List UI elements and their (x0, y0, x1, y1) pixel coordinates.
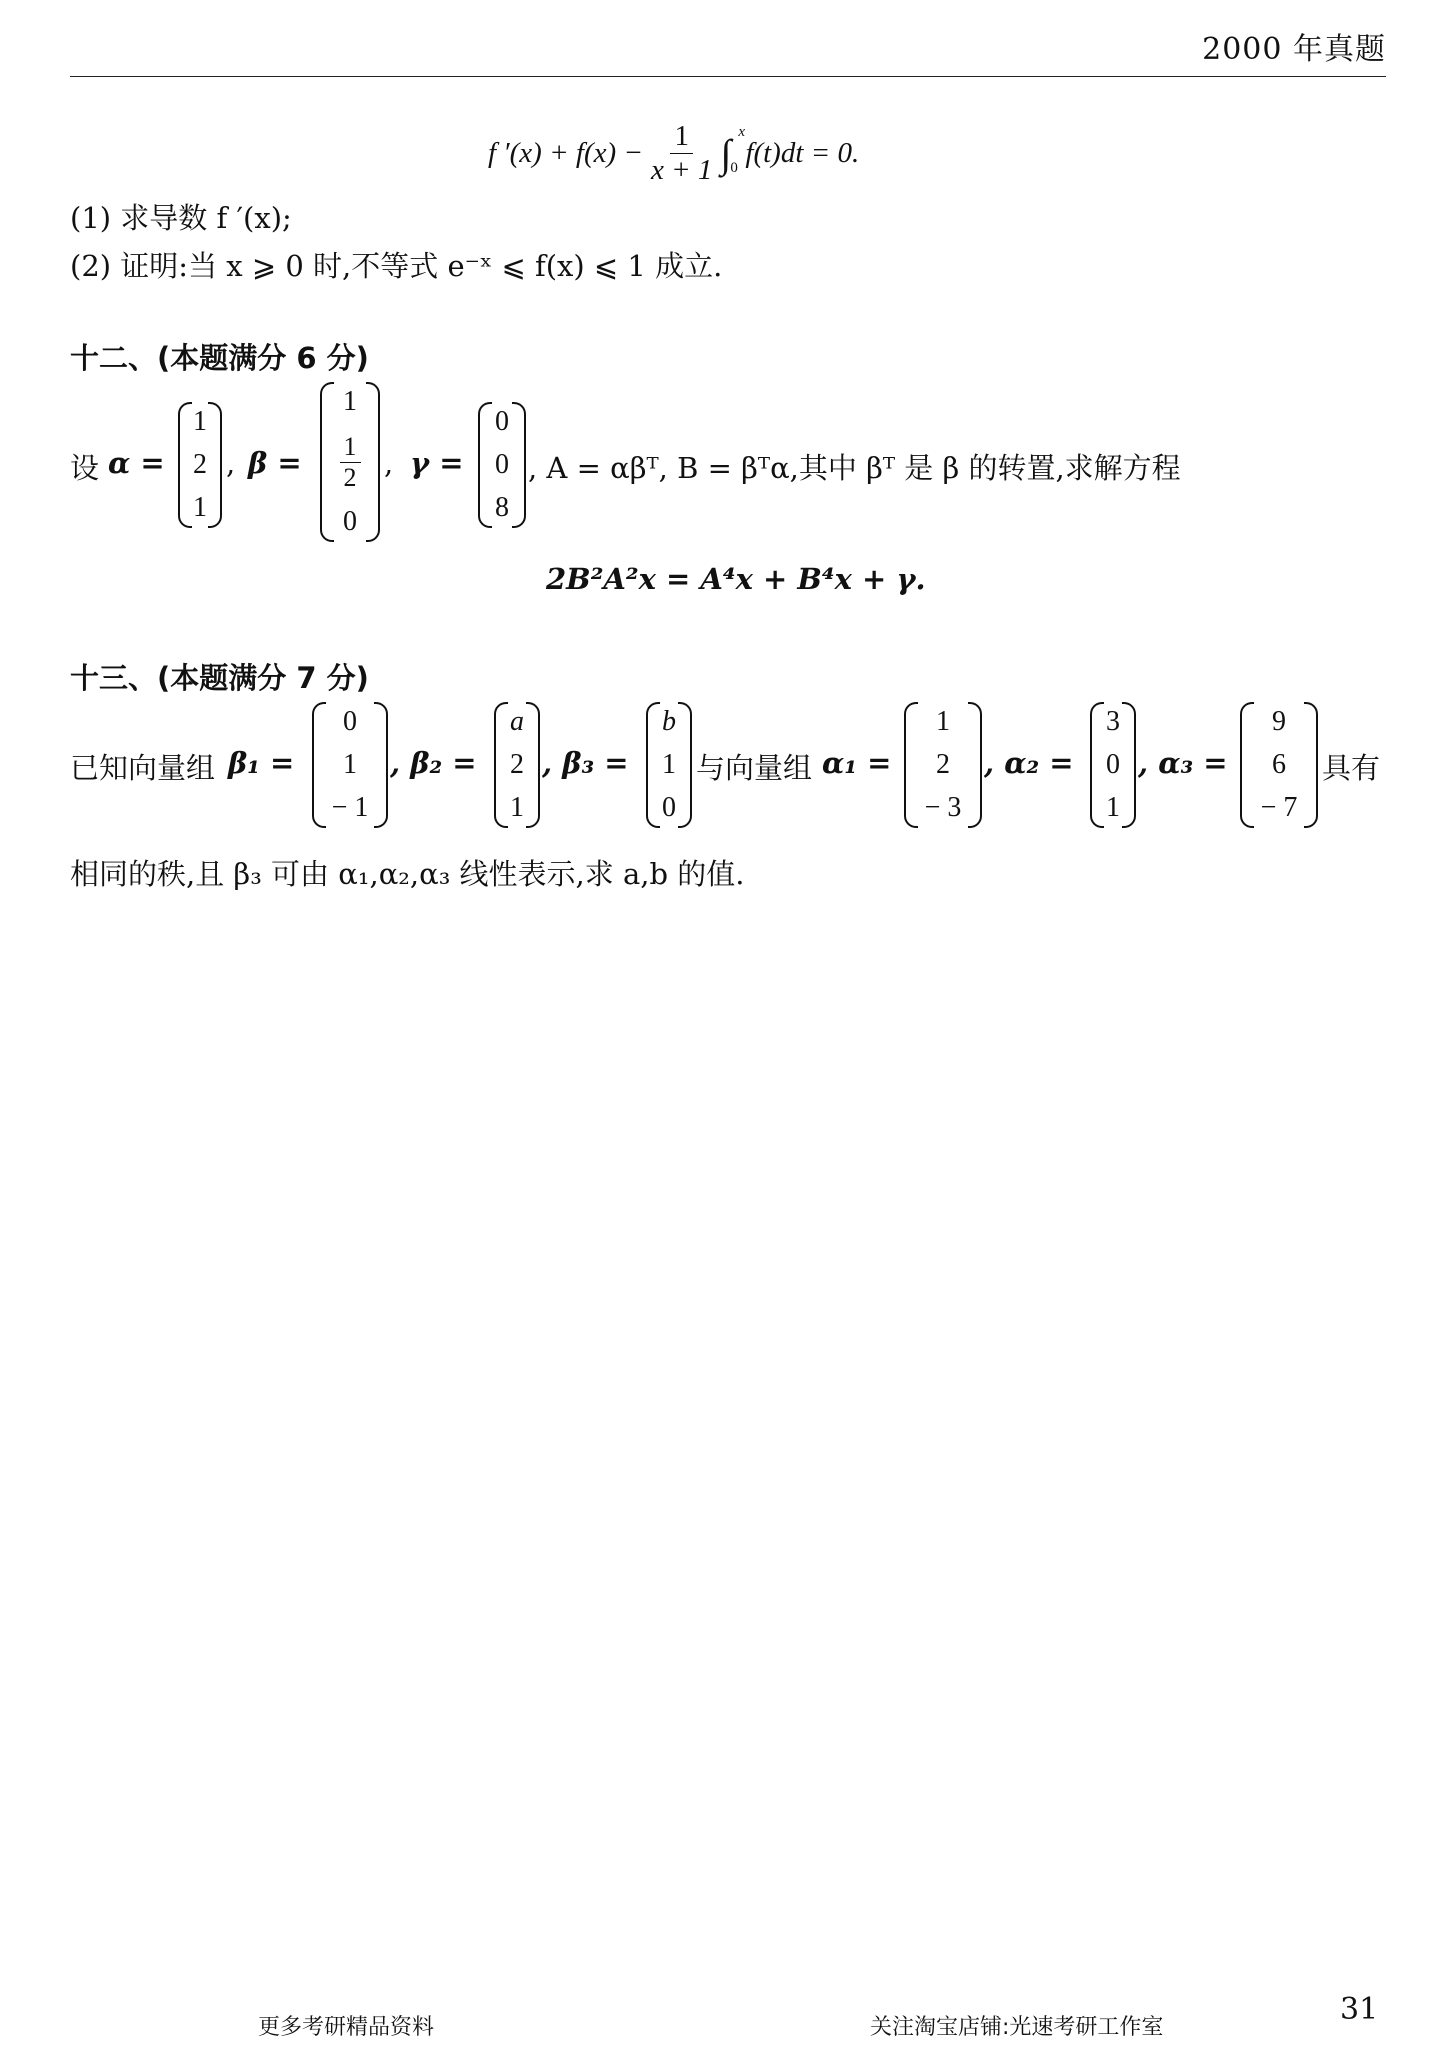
beta2-vector (494, 702, 540, 828)
q13-b2-label: , β₂ = (390, 746, 477, 780)
q13-b3-label: , β₃ = (542, 746, 629, 780)
q12-beta-label: β = (248, 446, 302, 480)
gamma-entry: 0 (495, 406, 509, 437)
q13-a1-label: α₁ = (822, 746, 892, 780)
alpha2-entry: 3 (1106, 706, 1120, 737)
alpha2-entry: 0 (1106, 749, 1120, 780)
beta1-entry: − 1 (331, 792, 369, 823)
q13-a2-label: , α₂ = (984, 746, 1074, 780)
footer-left-note: 更多考研精品资料 (258, 2015, 435, 2040)
q13-heading: 十三、(本题满分 7 分) (70, 661, 369, 695)
intro-equation (488, 120, 859, 188)
q11-part1: (1) 求导数 f ′(x); (70, 201, 292, 235)
beta-entry: 1 (343, 386, 357, 417)
q11-part2: (2) 证明:当 x ⩾ 0 时,不等式 e⁻ˣ ⩽ f(x) ⩽ 1 成立. (70, 249, 723, 283)
integral-lower-limit: 0 (730, 160, 738, 177)
alpha-vector (178, 402, 222, 528)
alpha3-entry: − 7 (1260, 792, 1298, 823)
beta2-entry: a (510, 706, 524, 737)
beta3-entry: 0 (662, 792, 676, 823)
alpha2-entry: 1 (1106, 792, 1120, 823)
equation-lhs: f ′(x) + f(x) − (488, 137, 643, 170)
alpha2-vector (1090, 702, 1136, 828)
beta2-entry: 2 (510, 749, 524, 780)
q12-alpha-label: α = (108, 446, 165, 480)
beta3-entry: 1 (662, 749, 676, 780)
q13-suffix: 具有 (1322, 751, 1381, 785)
beta3-entry: b (662, 706, 676, 737)
alpha-entry: 2 (193, 449, 207, 480)
beta-vector (320, 382, 380, 542)
alpha1-entry: 2 (936, 749, 950, 780)
q13-a3-label: , α₃ = (1138, 746, 1228, 780)
beta1-entry: 0 (343, 706, 357, 737)
beta-half-fraction: $\frac{1}{2}$ (340, 432, 361, 493)
integral-upper-limit: x (738, 124, 746, 141)
q12-gamma-label: γ = (410, 446, 464, 480)
equation-fraction (647, 120, 716, 188)
beta1-entry: 1 (343, 749, 357, 780)
gamma-entry: 8 (495, 492, 509, 523)
q12-prefix: 设 (70, 451, 100, 485)
page-number: 31 (1340, 1992, 1379, 2027)
beta3-vector (646, 702, 692, 828)
q12-equation: 2B²A²x = A⁴x + B⁴x + γ. (546, 562, 926, 596)
alpha3-vector (1240, 702, 1318, 828)
q13-line2: 相同的秩,且 β₃ 可由 α₁,α₂,α₃ 线性表示,求 a,b 的值. (70, 857, 745, 891)
q12-heading: 十二、(本题满分 6 分) (70, 341, 369, 375)
integral-sign: ∫ x 0 (720, 124, 746, 177)
q13-b1-label: β₁ = (228, 746, 295, 780)
beta2-entry: 1 (510, 792, 524, 823)
alpha1-entry: 1 (936, 706, 950, 737)
page-header-title: 2000 年真题 (1202, 32, 1386, 67)
comma: , (226, 446, 236, 480)
fraction-denominator: x + 1 (650, 154, 713, 187)
q13-prefix: 已知向量组 (70, 751, 216, 785)
alpha-entry: 1 (193, 406, 207, 437)
gamma-vector (478, 402, 526, 528)
q13-mid-text: 与向量组 (696, 751, 813, 785)
equation-rhs: f(t)dt = 0. (745, 137, 860, 170)
header-divider (70, 76, 1386, 77)
q12-text-after: , A = αβᵀ, B = βᵀα,其中 βᵀ 是 β 的转置,求解方程 (528, 451, 1181, 485)
alpha1-vector (904, 702, 982, 828)
beta1-vector (312, 702, 388, 828)
comma: , (384, 446, 394, 480)
footer-right-note: 关注淘宝店铺:光速考研工作室 (870, 2015, 1164, 2040)
gamma-entry: 0 (495, 449, 509, 480)
beta-entry: 0 (343, 506, 357, 537)
alpha3-entry: 6 (1272, 749, 1286, 780)
fraction-numerator: 1 (670, 120, 693, 154)
alpha1-entry: − 3 (924, 792, 962, 823)
alpha-entry: 1 (193, 492, 207, 523)
alpha3-entry: 9 (1272, 706, 1286, 737)
